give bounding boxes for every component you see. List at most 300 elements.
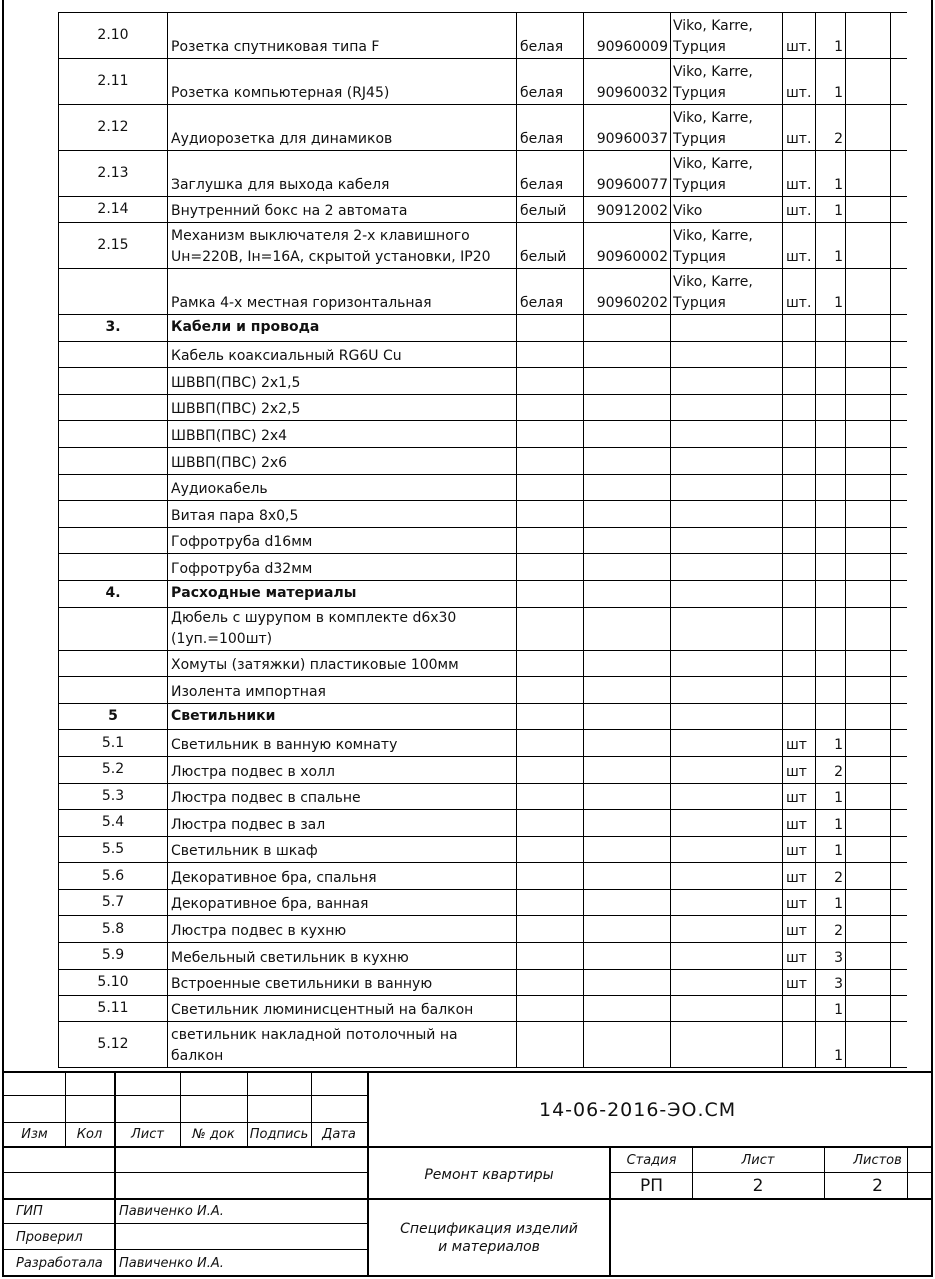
- item-color: [517, 341, 584, 368]
- header-kol: Кол: [76, 1127, 103, 1142]
- person-gip: Павиченко И.А.: [119, 1204, 224, 1219]
- item-color: [517, 474, 584, 501]
- item-color: [517, 863, 584, 890]
- item-quantity: 1: [816, 59, 846, 105]
- row-number: 5.11: [59, 996, 168, 1022]
- item-color: [517, 836, 584, 863]
- item-name: Люстра подвес в зал: [168, 810, 517, 837]
- empty-cell: [846, 197, 891, 223]
- row-number: 2.14: [59, 197, 168, 223]
- item-manufacturer: [671, 677, 783, 704]
- item-name: Аудиокабель: [168, 474, 517, 501]
- empty-cell: [846, 421, 891, 448]
- role-checked: Проверил: [16, 1230, 83, 1245]
- item-color: [517, 527, 584, 554]
- empty-cell: [846, 13, 891, 59]
- item-code: [584, 580, 671, 607]
- item-name: Механизм выключателя 2-х клавишного Uн=220В, Iн=16А, скрытой установки, IP20: [168, 223, 517, 269]
- item-name: Кабели и провода: [168, 315, 517, 342]
- empty-cell: [891, 703, 907, 730]
- item-name: Люстра подвес в кухню: [168, 916, 517, 943]
- item-code: 90960077: [584, 151, 671, 197]
- item-code: [584, 394, 671, 421]
- row-number: 5.8: [59, 916, 168, 943]
- item-name-text: Дюбель с шурупом в комплекте d6x30 (1уп.=100шт): [171, 609, 457, 647]
- item-name: Кабель коаксиальный RG6U Cu: [168, 341, 517, 368]
- row-number: 5.10: [59, 969, 168, 996]
- item-unit: шт.: [783, 13, 816, 59]
- table-row: [59, 368, 907, 395]
- item-manufacturer: Viko, Karre, Турция: [671, 223, 783, 269]
- item-code: [584, 421, 671, 448]
- row-number: 5.1: [59, 730, 168, 757]
- item-unit: шт.: [783, 105, 816, 151]
- item-quantity: [816, 394, 846, 421]
- item-code: [584, 889, 671, 916]
- empty-cell: [846, 810, 891, 837]
- person-developed: Павиченко И.А.: [119, 1256, 224, 1271]
- sheet-value: 2: [752, 1176, 764, 1196]
- item-name: Мебельный светильник в кухню: [168, 943, 517, 970]
- row-number: 2.11: [59, 59, 168, 105]
- item-color: белый: [517, 223, 584, 269]
- item-quantity: [816, 501, 846, 528]
- item-color: белый: [517, 197, 584, 223]
- table-row: [59, 105, 907, 151]
- row-number: [59, 341, 168, 368]
- item-code: [584, 527, 671, 554]
- empty-cell: [846, 783, 891, 810]
- item-color: [517, 677, 584, 704]
- item-color: [517, 421, 584, 448]
- empty-cell: [891, 969, 907, 996]
- item-unit: [783, 677, 816, 704]
- item-unit: [783, 341, 816, 368]
- title-block: [4, 1071, 931, 1277]
- empty-cell: [846, 756, 891, 783]
- item-manufacturer: Viko, Karre, Турция: [671, 13, 783, 59]
- empty-cell: [846, 341, 891, 368]
- project-name: Ремонт квартиры: [424, 1167, 554, 1183]
- item-unit: [783, 527, 816, 554]
- row-number: 2.15: [59, 223, 168, 269]
- row-number: 3.: [59, 315, 168, 342]
- empty-cell: [891, 315, 907, 342]
- item-quantity: [816, 607, 846, 650]
- empty-cell: [846, 889, 891, 916]
- empty-cell: [846, 447, 891, 474]
- item-manufacturer: [671, 863, 783, 890]
- header-list: Лист: [131, 1127, 164, 1142]
- item-color: [517, 554, 584, 581]
- item-manufacturer: [671, 703, 783, 730]
- item-unit: [783, 447, 816, 474]
- table-row: [59, 554, 907, 581]
- item-quantity: 1: [816, 13, 846, 59]
- item-name: ШВВП(ПВС) 2х2,5: [168, 394, 517, 421]
- table-row: [59, 863, 907, 890]
- item-name: Встроенные светильники в ванную: [168, 969, 517, 996]
- item-color: [517, 996, 584, 1022]
- row-number: 5: [59, 703, 168, 730]
- row-number: 5.9: [59, 943, 168, 970]
- stage-value: РП: [639, 1176, 664, 1196]
- header-doc-number: № док: [192, 1127, 235, 1142]
- table-row: [59, 889, 907, 916]
- item-manufacturer: [671, 810, 783, 837]
- row-number: 5.2: [59, 756, 168, 783]
- table-row: [59, 607, 907, 650]
- table-row: [59, 421, 907, 448]
- item-code: [584, 783, 671, 810]
- item-code: [584, 368, 671, 395]
- item-unit: [783, 394, 816, 421]
- empty-cell: [891, 783, 907, 810]
- item-name: светильник накладной потолочный на балкон: [168, 1022, 517, 1068]
- table-row: [59, 969, 907, 996]
- table-row: [59, 730, 907, 757]
- item-code: [584, 730, 671, 757]
- item-quantity: [816, 341, 846, 368]
- item-code: [584, 916, 671, 943]
- item-quantity: 1: [816, 783, 846, 810]
- item-unit: [783, 421, 816, 448]
- item-code: 90912002: [584, 197, 671, 223]
- empty-cell: [846, 315, 891, 342]
- item-code: 90960009: [584, 13, 671, 59]
- item-quantity: [816, 554, 846, 581]
- empty-cell: [846, 730, 891, 757]
- empty-cell: [846, 703, 891, 730]
- item-code: [584, 1022, 671, 1068]
- row-number: [59, 554, 168, 581]
- empty-cell: [891, 223, 907, 269]
- empty-cell: [846, 863, 891, 890]
- empty-cell: [891, 368, 907, 395]
- empty-cell: [891, 1022, 907, 1068]
- doc-title-line2: и материалов: [438, 1239, 540, 1255]
- empty-cell: [846, 916, 891, 943]
- item-name: Люстра подвес в холл: [168, 756, 517, 783]
- empty-cell: [846, 969, 891, 996]
- item-code: 90960202: [584, 269, 671, 315]
- table-row: [59, 916, 907, 943]
- row-number: 2.13: [59, 151, 168, 197]
- item-code: [584, 501, 671, 528]
- item-color: белая: [517, 105, 584, 151]
- item-quantity: 1: [816, 810, 846, 837]
- item-unit: [783, 501, 816, 528]
- row-number: [59, 677, 168, 704]
- empty-cell: [891, 447, 907, 474]
- item-quantity: [816, 580, 846, 607]
- item-color: [517, 447, 584, 474]
- empty-cell: [891, 580, 907, 607]
- item-manufacturer: [671, 554, 783, 581]
- item-name: Светильник в шкаф: [168, 836, 517, 863]
- empty-cell: [846, 580, 891, 607]
- row-number: 5.6: [59, 863, 168, 890]
- item-manufacturer: [671, 447, 783, 474]
- item-color: белая: [517, 13, 584, 59]
- table-row: [59, 197, 907, 223]
- item-name: ШВВП(ПВС) 2х4: [168, 421, 517, 448]
- table-row: [59, 59, 907, 105]
- role-developed: Разработала: [16, 1256, 103, 1271]
- item-manufacturer: [671, 943, 783, 970]
- sheets-value: 2: [872, 1176, 883, 1196]
- item-code: [584, 315, 671, 342]
- table-row: [59, 1022, 907, 1068]
- empty-cell: [846, 501, 891, 528]
- item-color: белая: [517, 151, 584, 197]
- table-row: [59, 756, 907, 783]
- item-manufacturer: [671, 836, 783, 863]
- empty-cell: [846, 554, 891, 581]
- empty-cell: [846, 59, 891, 105]
- empty-cell: [891, 394, 907, 421]
- row-number: 2.10: [59, 13, 168, 59]
- item-color: [517, 315, 584, 342]
- empty-cell: [891, 836, 907, 863]
- item-unit: [783, 474, 816, 501]
- table-row: [59, 996, 907, 1022]
- item-quantity: 1: [816, 151, 846, 197]
- item-manufacturer: [671, 527, 783, 554]
- item-manufacturer: [671, 474, 783, 501]
- item-manufacturer: [671, 607, 783, 650]
- item-code: [584, 650, 671, 677]
- item-manufacturer: Viko, Karre, Турция: [671, 269, 783, 315]
- item-code: [584, 677, 671, 704]
- item-unit: [783, 315, 816, 342]
- item-manufacturer: Viko, Karre, Турция: [671, 59, 783, 105]
- item-color: [517, 756, 584, 783]
- item-quantity: 1: [816, 1022, 846, 1068]
- item-manufacturer: [671, 730, 783, 757]
- item-quantity: 2: [816, 863, 846, 890]
- row-number: [59, 447, 168, 474]
- item-name: Розетка спутниковая типа F: [168, 13, 517, 59]
- empty-cell: [846, 650, 891, 677]
- item-quantity: 1: [816, 197, 846, 223]
- item-color: [517, 394, 584, 421]
- item-name: Заглушка для выхода кабеля: [168, 151, 517, 197]
- item-quantity: [816, 421, 846, 448]
- item-manufacturer: Viko, Karre, Турция: [671, 105, 783, 151]
- row-number: [59, 421, 168, 448]
- empty-cell: [891, 810, 907, 837]
- item-unit: [783, 580, 816, 607]
- item-quantity: [816, 527, 846, 554]
- empty-cell: [891, 730, 907, 757]
- item-unit: шт: [783, 810, 816, 837]
- item-code: 90960037: [584, 105, 671, 151]
- item-unit: шт: [783, 889, 816, 916]
- item-quantity: 3: [816, 943, 846, 970]
- table-row: [59, 269, 907, 315]
- table-row: [59, 943, 907, 970]
- item-name: [168, 607, 517, 650]
- row-number: [59, 394, 168, 421]
- item-name: Декоративное бра, ванная: [168, 889, 517, 916]
- empty-cell: [891, 650, 907, 677]
- item-unit: [783, 607, 816, 650]
- row-number: 4.: [59, 580, 168, 607]
- item-code: [584, 341, 671, 368]
- item-quantity: [816, 315, 846, 342]
- doc-title-line1: Спецификация изделий: [400, 1221, 578, 1237]
- item-quantity: [816, 703, 846, 730]
- empty-cell: [891, 474, 907, 501]
- empty-cell: [891, 341, 907, 368]
- table-row: [59, 223, 907, 269]
- item-quantity: 1: [816, 996, 846, 1022]
- item-code: [584, 554, 671, 581]
- item-quantity: [816, 474, 846, 501]
- item-unit: шт.: [783, 269, 816, 315]
- item-unit: [783, 368, 816, 395]
- item-quantity: 2: [816, 756, 846, 783]
- empty-cell: [846, 394, 891, 421]
- sheets-label: Листов: [853, 1153, 902, 1168]
- item-manufacturer: [671, 580, 783, 607]
- row-number: [59, 474, 168, 501]
- item-name: Декоративное бра, спальня: [168, 863, 517, 890]
- item-name: Аудиорозетка для динамиков: [168, 105, 517, 151]
- item-manufacturer: [671, 756, 783, 783]
- item-unit: шт: [783, 836, 816, 863]
- item-code: [584, 969, 671, 996]
- item-unit: шт: [783, 943, 816, 970]
- item-manufacturer: [671, 341, 783, 368]
- item-unit: [783, 703, 816, 730]
- item-name: Изолента импортная: [168, 677, 517, 704]
- empty-cell: [891, 105, 907, 151]
- item-unit: шт: [783, 969, 816, 996]
- table-row: [59, 501, 907, 528]
- item-color: [517, 916, 584, 943]
- item-color: [517, 810, 584, 837]
- item-code: [584, 447, 671, 474]
- item-manufacturer: [671, 783, 783, 810]
- row-number: [59, 650, 168, 677]
- table-row: [59, 341, 907, 368]
- item-quantity: [816, 677, 846, 704]
- item-color: [517, 368, 584, 395]
- item-color: [517, 969, 584, 996]
- empty-cell: [891, 943, 907, 970]
- empty-cell: [846, 105, 891, 151]
- table-row: [59, 151, 907, 197]
- item-color: [517, 783, 584, 810]
- empty-cell: [891, 527, 907, 554]
- row-number: 5.4: [59, 810, 168, 837]
- empty-cell: [891, 59, 907, 105]
- table-row: [59, 447, 907, 474]
- empty-cell: [846, 269, 891, 315]
- item-color: [517, 943, 584, 970]
- item-unit: шт: [783, 756, 816, 783]
- empty-cell: [891, 501, 907, 528]
- item-quantity: 2: [816, 105, 846, 151]
- item-color: [517, 1022, 584, 1068]
- row-number: 5.3: [59, 783, 168, 810]
- item-code: 90960032: [584, 59, 671, 105]
- item-code: [584, 836, 671, 863]
- item-name: Гофротруба d16мм: [168, 527, 517, 554]
- empty-cell: [846, 996, 891, 1022]
- item-quantity: 3: [816, 969, 846, 996]
- item-name: ШВВП(ПВС) 2х6: [168, 447, 517, 474]
- item-unit: шт: [783, 863, 816, 890]
- row-number: 2.12: [59, 105, 168, 151]
- header-izm: Изм: [21, 1127, 48, 1142]
- table-row: [59, 13, 907, 59]
- empty-cell: [891, 421, 907, 448]
- table-row: [59, 474, 907, 501]
- empty-cell: [891, 151, 907, 197]
- empty-cell: [891, 889, 907, 916]
- item-quantity: 2: [816, 916, 846, 943]
- empty-cell: [891, 756, 907, 783]
- item-name: Витая пара 8х0,5: [168, 501, 517, 528]
- empty-cell: [846, 836, 891, 863]
- item-unit: шт.: [783, 197, 816, 223]
- item-unit: шт: [783, 916, 816, 943]
- item-code: [584, 996, 671, 1022]
- item-name: Светильники: [168, 703, 517, 730]
- row-number: [59, 501, 168, 528]
- item-code: [584, 756, 671, 783]
- item-name: Расходные материалы: [168, 580, 517, 607]
- item-quantity: 1: [816, 269, 846, 315]
- empty-cell: [846, 527, 891, 554]
- row-number: [59, 607, 168, 650]
- item-quantity: 1: [816, 836, 846, 863]
- row-number: [59, 527, 168, 554]
- item-name: Розетка компьютерная (RJ45): [168, 59, 517, 105]
- item-quantity: [816, 368, 846, 395]
- item-name: Светильник в ванную комнату: [168, 730, 517, 757]
- item-unit: шт.: [783, 151, 816, 197]
- row-number: 5.7: [59, 889, 168, 916]
- item-color: [517, 501, 584, 528]
- empty-cell: [891, 607, 907, 650]
- item-unit: шт.: [783, 59, 816, 105]
- item-color: [517, 607, 584, 650]
- item-color: [517, 730, 584, 757]
- item-color: белая: [517, 269, 584, 315]
- section-row: [59, 315, 907, 342]
- empty-cell: [846, 474, 891, 501]
- item-manufacturer: [671, 916, 783, 943]
- row-number: 5.12: [59, 1022, 168, 1068]
- item-color: [517, 580, 584, 607]
- item-unit: шт: [783, 730, 816, 757]
- item-manufacturer: [671, 1022, 783, 1068]
- item-code: [584, 943, 671, 970]
- table-row: [59, 677, 907, 704]
- item-quantity: 1: [816, 889, 846, 916]
- empty-cell: [891, 13, 907, 59]
- item-manufacturer: [671, 368, 783, 395]
- section-row: [59, 703, 907, 730]
- header-date: Дата: [322, 1127, 356, 1142]
- item-name: Светильник люминисцентный на балкон: [168, 996, 517, 1022]
- table-row: [59, 527, 907, 554]
- item-name: Хомуты (затяжки) пластиковые 100мм: [168, 650, 517, 677]
